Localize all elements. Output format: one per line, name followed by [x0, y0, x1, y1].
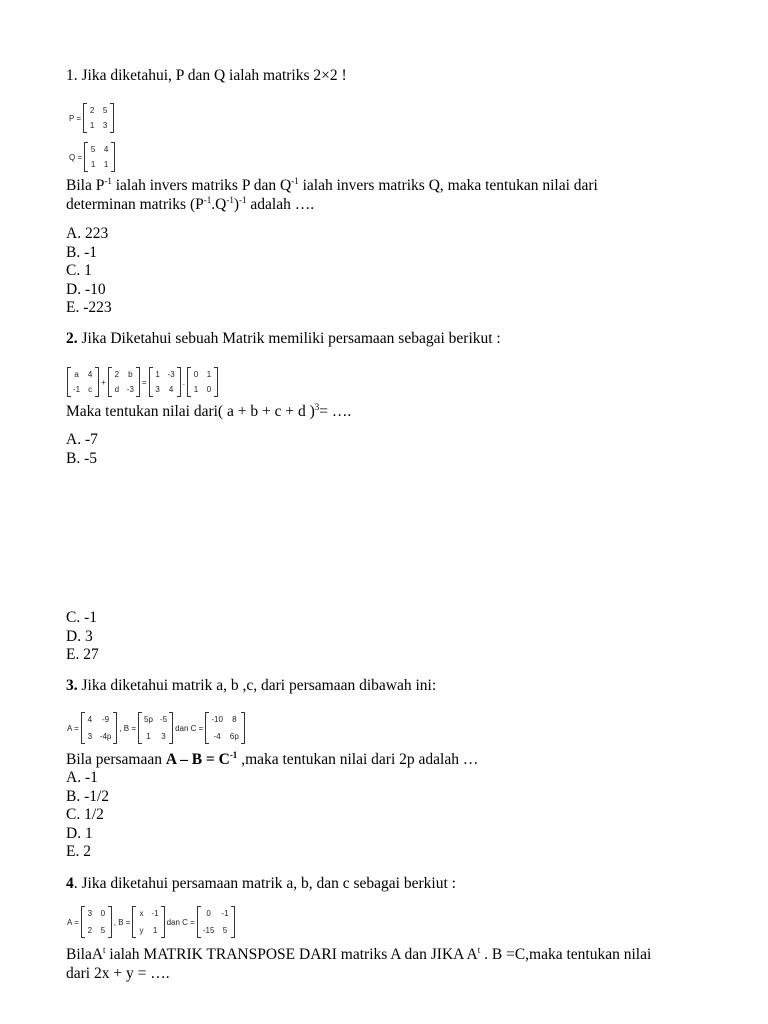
matrix-cell: 4 — [168, 385, 174, 394]
matrix-cell: 3 — [87, 732, 93, 741]
question-4-stem — [66, 875, 456, 893]
text-run: adalah …. — [246, 196, 315, 213]
option-b: B. -1 — [66, 243, 97, 261]
text-run: .Q — [211, 196, 227, 213]
option-d: D. -10 — [66, 280, 106, 298]
equals-sign: = — [141, 377, 147, 387]
matrix-q — [68, 142, 116, 172]
question-3-number: 3. — [66, 677, 78, 694]
matrix-b — [138, 712, 173, 744]
matrix-cell: 1 — [103, 160, 109, 169]
matrix-cell: -1 — [151, 909, 159, 918]
option-b: B. -1/2 — [66, 787, 110, 805]
matrix-cell: 0 — [206, 385, 212, 394]
option-b: B. -5 — [66, 449, 97, 467]
matrix-cell: 3 — [102, 121, 108, 130]
matrix-a-label: A = — [67, 723, 79, 733]
question-1-options — [66, 225, 112, 318]
option-c: C. 1 — [66, 262, 92, 279]
matrix-cell: -1 — [221, 909, 229, 918]
matrix-cell: x — [139, 909, 144, 918]
superscript: t — [103, 945, 106, 955]
text-run: Maka tentukan nilai dari( a + b + c + d ) — [66, 403, 315, 420]
matrix-p-grid — [83, 103, 114, 133]
matrix-cell: 5 — [100, 926, 106, 935]
matrix-cell: 1 — [89, 121, 95, 130]
option-c: C. -1 — [66, 609, 97, 626]
text-run: ialah invers matriks P dan Q — [111, 177, 292, 194]
question-2-stem — [66, 330, 501, 348]
question-3-options — [66, 769, 109, 862]
matrix-cell: -3 — [167, 370, 175, 379]
matrix-cell: 1 — [206, 370, 212, 379]
matrix-b — [132, 906, 164, 938]
question-4-equation — [66, 906, 236, 938]
matrix-cell: 2 — [89, 106, 95, 115]
equation-bold: A – B = C — [165, 751, 230, 768]
question-2-number: 2. — [66, 330, 78, 347]
text-run: ialah invers matriks Q, maka tentukan nilai dari — [298, 177, 598, 194]
matrix-cell: 3 — [161, 732, 166, 741]
matrix-cell: a — [74, 370, 79, 379]
option-e: E. 27 — [66, 646, 99, 663]
option-d: D. 1 — [66, 824, 93, 842]
matrix-cell: b — [128, 370, 133, 379]
question-1-number: 1 — [66, 67, 74, 84]
superscript: -1 — [226, 195, 234, 205]
matrix-cell: -5 — [159, 715, 168, 724]
matrix-b-label: , B = — [113, 917, 131, 927]
matrix-cell: -4p — [99, 732, 112, 741]
text-run: ialah MATRIK TRANSPOSE DARI matriks A dan JIKA A — [105, 946, 478, 963]
question-2-options-bottom — [66, 609, 99, 665]
matrix-cell: 6p — [229, 732, 239, 741]
matrix-cell: y — [139, 926, 144, 935]
superscript: -1 — [203, 195, 212, 205]
matrix-cell: 5p — [144, 715, 153, 724]
matrix-2 — [108, 367, 140, 397]
matrix-cell: 0 — [100, 909, 106, 918]
matrix-b-label: , B = — [119, 723, 137, 733]
question-2-question — [66, 403, 351, 421]
question-4-line-2: dari 2x + y = …. — [66, 965, 170, 982]
superscript: -1 — [104, 176, 112, 186]
superscript: 3 — [314, 402, 320, 412]
text-run: = …. — [319, 403, 352, 420]
matrix-cell: 1 — [193, 385, 199, 394]
text-run: ) — [233, 196, 239, 213]
option-c: C. 1/2 — [66, 806, 104, 823]
matrix-cell: -4 — [213, 732, 221, 741]
matrix-q-label: Q = — [69, 152, 83, 162]
matrix-cell: 8 — [232, 715, 237, 724]
superscript: -1 — [229, 750, 238, 760]
matrix-a-label: A = — [67, 917, 79, 927]
option-e: E. -223 — [66, 299, 112, 316]
matrix-cell: 2 — [114, 370, 120, 379]
matrix-a — [81, 712, 118, 744]
superscript: -1 — [239, 195, 247, 205]
option-a: A. -7 — [66, 431, 98, 448]
dot-sign: . — [182, 377, 185, 387]
matrix-cell: c — [88, 385, 93, 394]
question-3-stem — [66, 677, 436, 695]
matrix-a — [81, 906, 112, 938]
matrix-cell: 0 — [193, 370, 199, 379]
matrix-q-grid — [84, 142, 115, 172]
question-1-line-2 — [66, 196, 314, 214]
matrix-3 — [149, 367, 181, 397]
question-4-text: . Jika diketahui persamaan matrik a, b, dan c sebagai berkiut : — [73, 875, 456, 892]
matrix-cell: -3 — [126, 385, 134, 394]
text-run: Bila P — [66, 177, 105, 194]
matrix-cell: 5 — [102, 106, 108, 115]
option-a: A. -1 — [66, 769, 98, 786]
question-2-text: Jika Diketahui sebuah Matrik memiliki persamaan sebagai berikut : — [77, 330, 501, 347]
matrix-cell: -10 — [211, 715, 223, 724]
superscript: t — [477, 945, 481, 955]
matrix-p-label: P = — [69, 113, 82, 123]
matrix-cell: 1 — [90, 160, 96, 169]
matrix-c-label: dan C = — [175, 723, 204, 733]
matrix-cell: 1 — [155, 370, 160, 379]
option-e: E. 2 — [66, 843, 91, 860]
question-1-stem — [66, 67, 347, 85]
text-run: Bila persamaan — [66, 751, 166, 768]
question-4-line-1 — [66, 946, 651, 964]
matrix-cell: d — [114, 385, 120, 394]
question-4-number: 4 — [66, 875, 74, 892]
matrix-cell: 1 — [146, 732, 151, 741]
matrix-cell: 4 — [87, 715, 93, 724]
question-3-text: Jika diketahui matrik a, b ,c, dari persamaan dibawah ini: — [77, 677, 437, 694]
matrix-c-label: dan C = — [166, 917, 195, 927]
matrix-c — [205, 712, 244, 744]
matrix-cell: 5 — [90, 145, 96, 154]
matrix-cell: 4 — [87, 370, 93, 379]
matrix-4 — [187, 367, 218, 397]
question-1-line-1 — [66, 177, 598, 195]
superscript: -1 — [291, 176, 299, 186]
matrix-c — [197, 906, 235, 938]
text-run: BilaA — [66, 946, 104, 963]
question-1-text: . Jika diketahui, P dan Q ialah matriks 2×2 ! — [73, 67, 347, 84]
matrix-cell: -1 — [73, 385, 81, 394]
matrix-1 — [67, 367, 99, 397]
matrix-cell: -9 — [102, 715, 110, 724]
text-run: ,maka tentukan nilai dari 2p adalah … — [237, 751, 479, 768]
option-a: A. 223 — [66, 225, 109, 242]
plus-sign: + — [101, 377, 106, 387]
matrix-cell: 1 — [152, 926, 158, 935]
question-2-options-top — [66, 431, 98, 468]
question-3-question — [66, 751, 478, 769]
option-d: D. 3 — [66, 627, 93, 645]
text-run: determinan matriks (P — [66, 196, 204, 213]
matrix-cell: 5 — [222, 926, 228, 935]
matrix-cell: 0 — [206, 909, 211, 918]
matrix-cell: 3 — [155, 385, 160, 394]
matrix-cell: 2 — [87, 926, 93, 935]
matrix-cell: -15 — [202, 926, 215, 935]
matrix-cell: 3 — [87, 909, 93, 918]
question-2-equation — [66, 367, 219, 397]
text-run: . B =C,maka tentukan nilai — [480, 946, 652, 963]
question-3-equation — [66, 712, 246, 744]
matrix-cell: 4 — [103, 145, 109, 154]
matrix-p — [68, 103, 115, 133]
